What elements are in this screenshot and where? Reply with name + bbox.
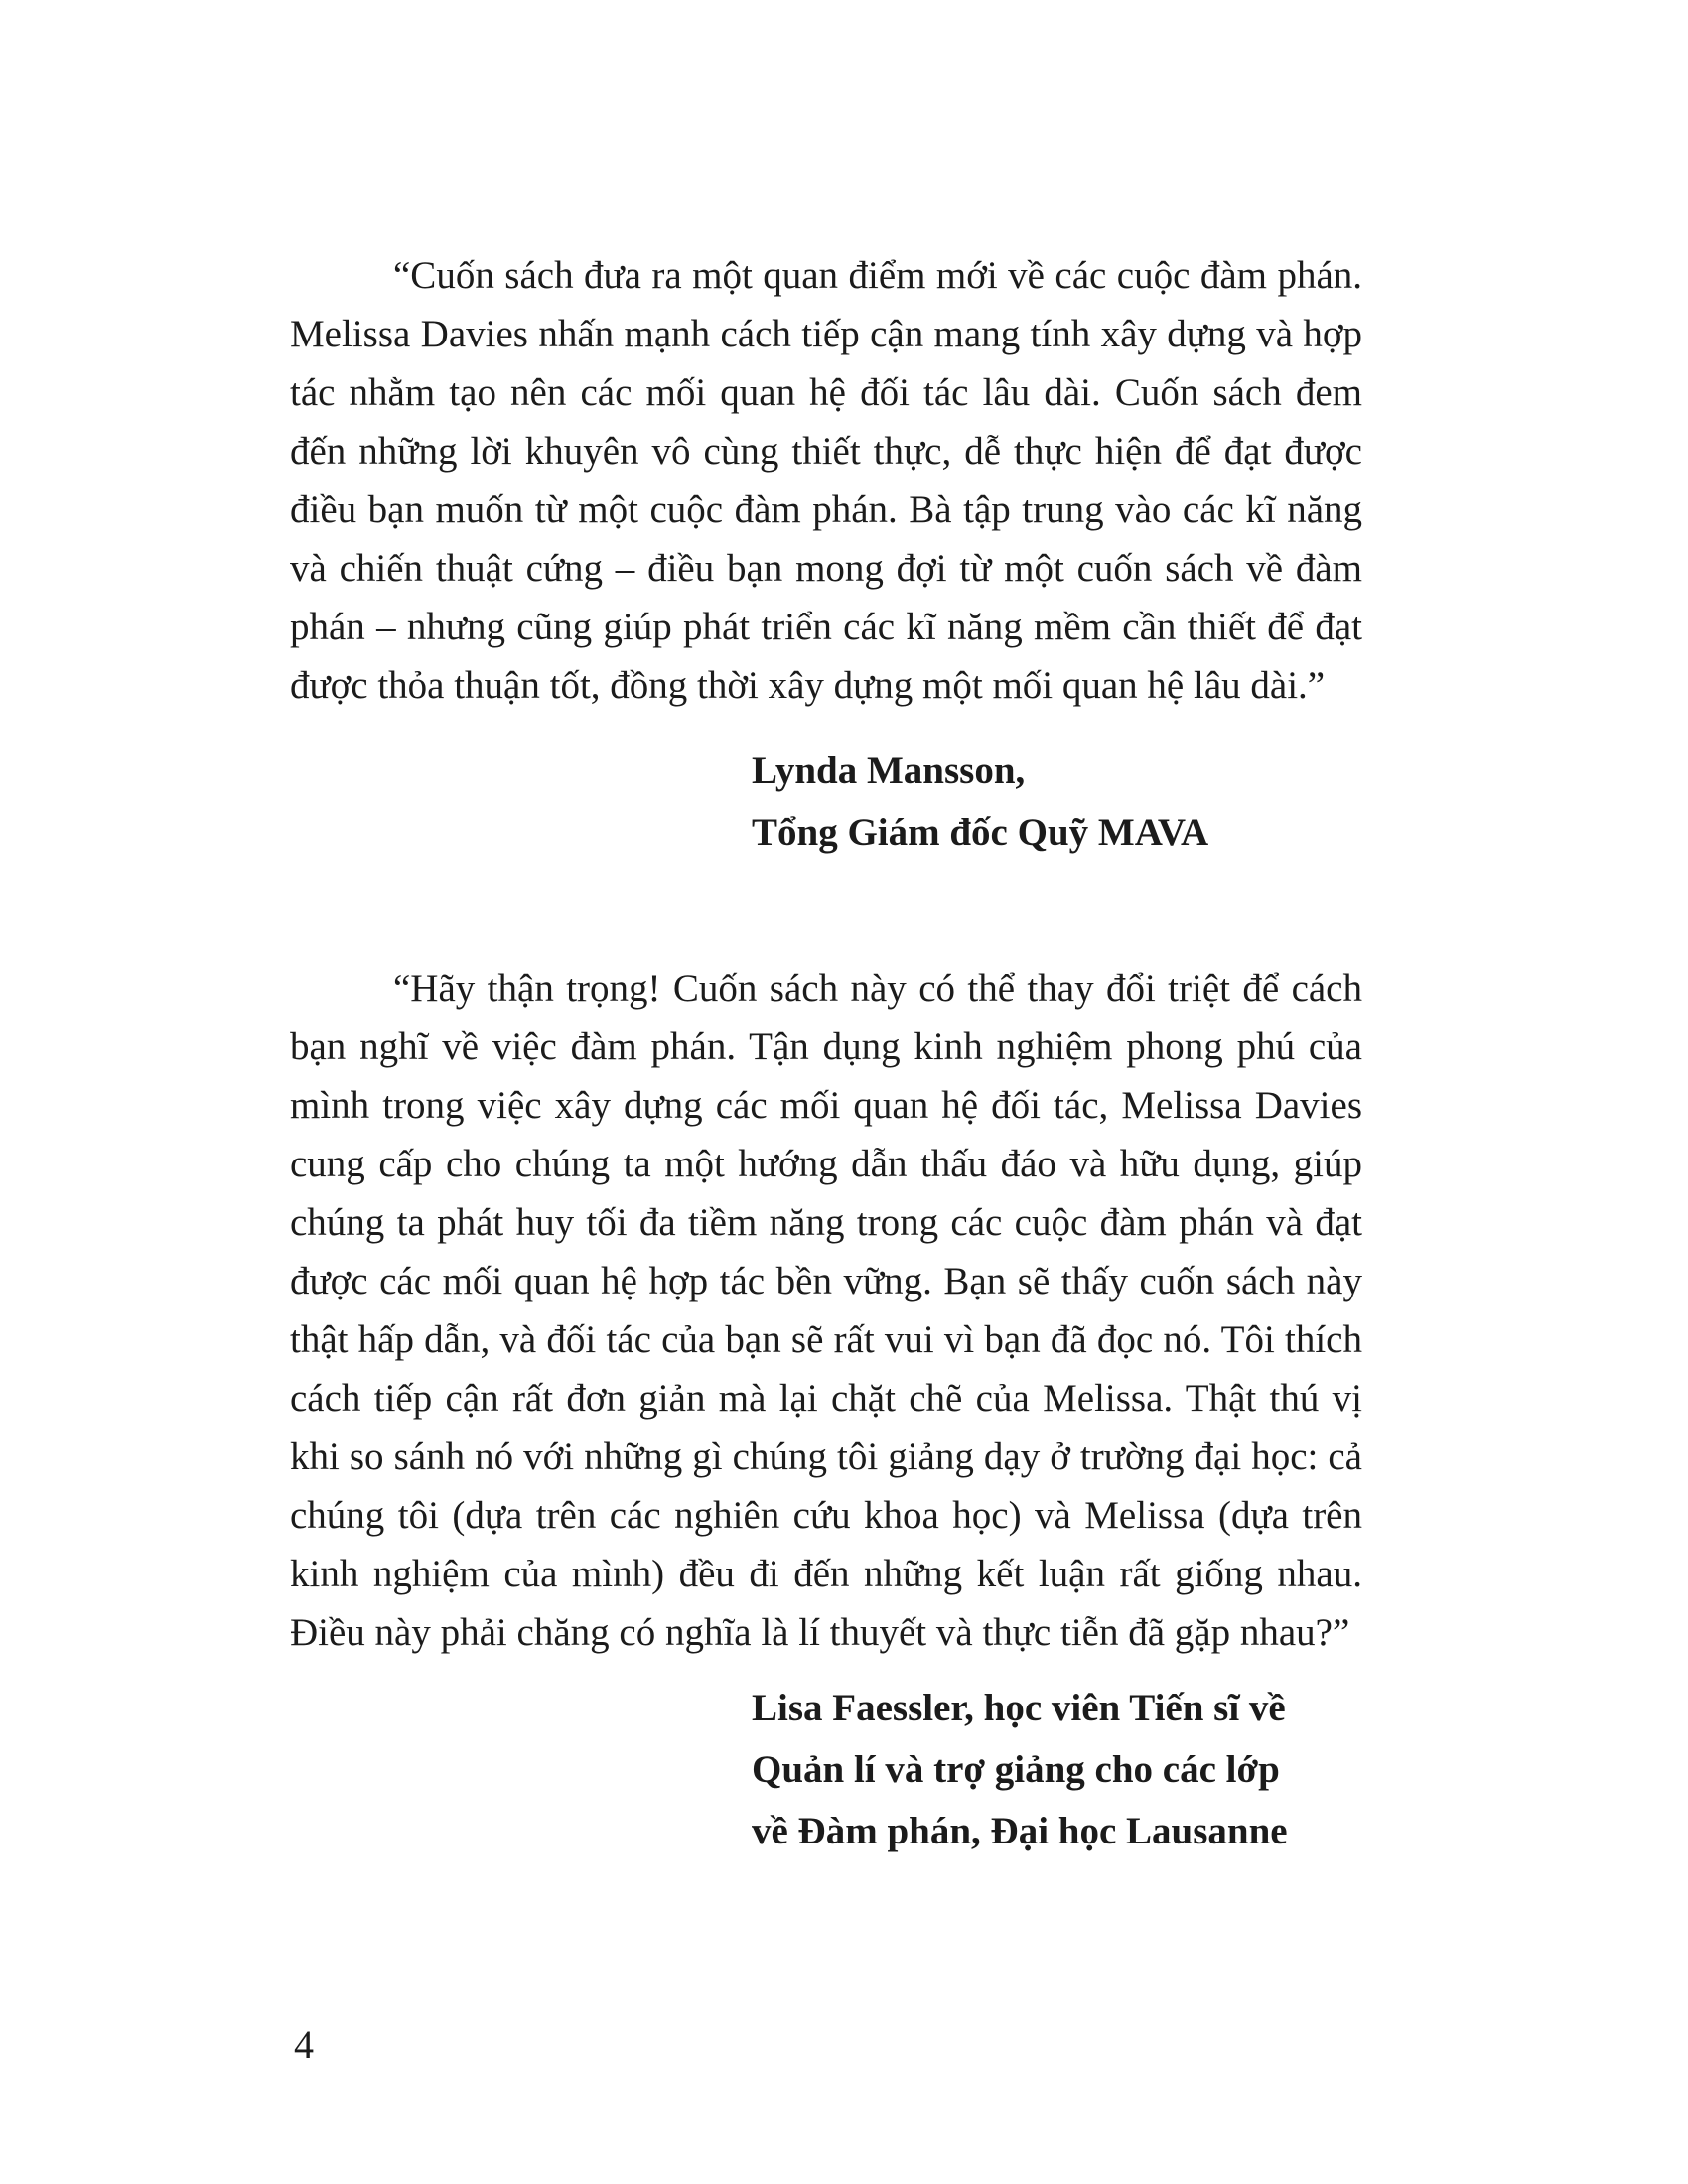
quote-attribution-2 bbox=[752, 1678, 1362, 1862]
attribution-line: Lisa Faessler, học viên Tiến sĩ về bbox=[752, 1687, 1286, 1729]
quote-attribution-1 bbox=[752, 741, 1362, 864]
endorsement-quote-1 bbox=[290, 246, 1362, 864]
endorsement-quote-2 bbox=[290, 959, 1362, 1862]
page-content bbox=[290, 246, 1362, 1862]
quote-text-1: “Cuốn sách đưa ra một quan điểm mới về các cuộc đàm phán. Melissa Davies nhấn mạnh cách tiếp cận mang tính xây dựng và hợp tác nhằm tạo nên các mối quan hệ đối tác lâu dài. Cuốn sách đem đến những lời khuyên vô cùng thiết thực, dễ thực hiện để đạt được điều bạn muốn từ một cuộc đàm phán. Bà tập trung vào các kĩ năng và chiến thuật cứng – điều bạn mong đợi từ một cuốn sách về đàm phán – nhưng cũng giúp phát triển các kĩ năng mềm cần thiết để đạt được thỏa thuận tốt, đồng thời xây dựng một mối quan hệ lâu dài.” bbox=[290, 254, 1362, 707]
page-number: 4 bbox=[294, 2022, 314, 2067]
quote-text-2: “Hãy thận trọng! Cuốn sách này có thể thay đổi triệt để cách bạn nghĩ về việc đàm phán. Tận dụng kinh nghiệm phong phú của mình trong việc xây dựng các mối quan hệ đối tác, Melissa Davies cung cấp cho chúng ta một hướng dẫn thấu đáo và hữu dụng, giúp chúng ta phát huy tối đa tiềm năng trong các cuộc đàm phán và đạt được các mối quan hệ hợp tác bền vững. Bạn sẽ thấy cuốn sách này thật hấp dẫn, và đối tác của bạn sẽ rất vui vì bạn đã đọc nó. Tôi thích cách tiếp cận rất đơn giản mà lại chặt chẽ của Melissa. Thật thú vị khi so sánh nó với những gì chúng tôi giảng dạy ở trường đại học: cả chúng tôi (dựa trên các nghiên cứu khoa học) và Melissa (dựa trên kinh nghiệm của mình) đều đi đến những kết luận rất giống nhau. Điều này phải chăng có nghĩa là lí thuyết và thực tiễn đã gặp nhau?” bbox=[290, 967, 1362, 1654]
attribution-line: về Đàm phán, Đại học Lausanne bbox=[752, 1810, 1288, 1852]
attribution-line: Tổng Giám đốc Quỹ MAVA bbox=[752, 811, 1209, 854]
attribution-line: Quản lí và trợ giảng cho các lớp bbox=[752, 1748, 1280, 1791]
attribution-line: Lynda Mansson, bbox=[752, 750, 1026, 792]
